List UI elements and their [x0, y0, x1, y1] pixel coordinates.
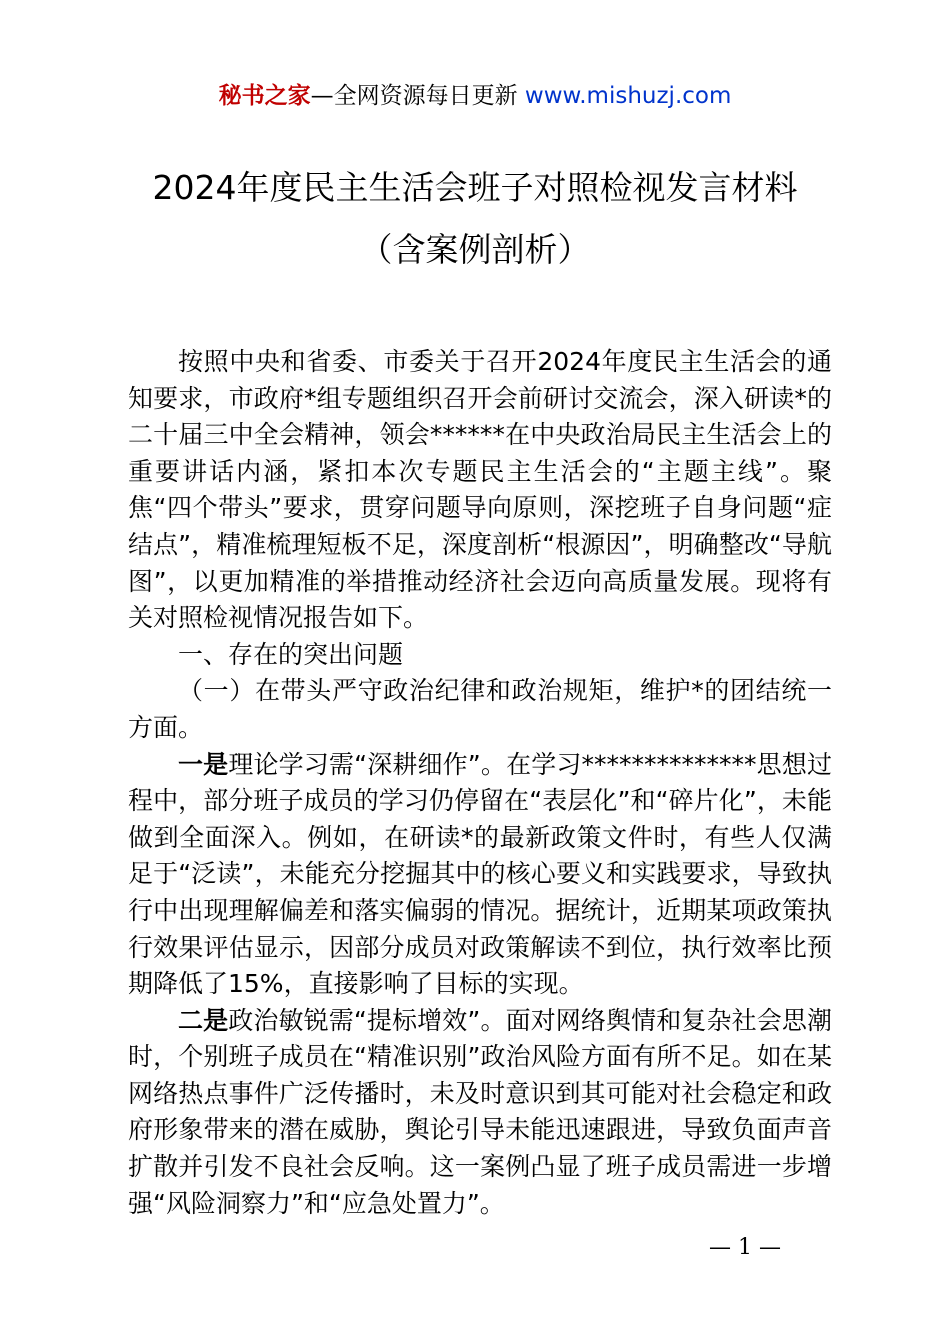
point-one-paragraph	[128, 747, 832, 1003]
page-number: — 1 —	[709, 1235, 781, 1260]
point-two-paragraph	[128, 1003, 832, 1223]
site-tagline: —全网资源每日更新	[310, 83, 518, 109]
site-brand: 秘书之家	[218, 83, 311, 109]
point-one-lead: 一是	[178, 749, 229, 779]
subsection-heading: （一）在带头严守政治纪律和政治规矩，维护*的团结统一方面。	[128, 676, 832, 742]
site-header	[0, 80, 950, 112]
point-one-text: 理论学习需“深耕细作”。在学习**************思想过程中，部分班子成员的学习仍停留在“表层化”和“碎片化”，未能做到全面深入。例如，在研读*的最新政策文件时，有些人仅满足于“泛读”，未能充分挖掘其中的核心要义和实践要求，导致执行中出现理解偏差和落实偏弱的情况。据统计，近期某项政策执行效果评估显示，因部分成员对政策解读不到位，执行效率比预期降低了15%，直接影响了目标的实现。	[128, 749, 832, 999]
intro-paragraph: 按照中央和省委、市委关于召开2024年度民主生活会的通知要求，市政府*组专题组织召开会前研讨交流会，深入研读*的二十届三中全会精神，领会******在中央政治局民主生活会上的重要讲话内涵，紧扣本次专题民主生活会的“主题主线”。聚焦“四个带头”要求，贯穿问题导向原则，深挖班子自身问题“症结点”，精准梳理短板不足，深度剖析“根源因”，明确整改“导航图”，以更加精准的举措推动经济社会迈向高质量发展。现将有关对照检视情况报告如下。	[128, 347, 832, 633]
point-two-text: 政治敏锐需“提标增效”。面对网络舆情和复杂社会思潮时，个别班子成员在“精准识别”政治风险方面有所不足。如在某网络热点事件广泛传播时，未及时意识到其可能对社会稳定和政府形象带来的潜在威胁，舆论引导未能迅速跟进，导致负面声音扩散并引发不良社会反响。这一案例凸显了班子成员需进一步增强“风险洞察力”和“应急处置力”。	[128, 1005, 832, 1218]
document-title: 2024年度民主生活会班子对照检视发言材料	[152, 168, 798, 207]
section-heading: 一、存在的突出问题	[178, 639, 404, 669]
point-two-lead: 二是	[178, 1005, 229, 1035]
document-body	[128, 344, 832, 1222]
site-url-link[interactable]: www.mishuzj.com	[524, 83, 732, 109]
document-subtitle: （含案例剖析）	[359, 230, 591, 269]
